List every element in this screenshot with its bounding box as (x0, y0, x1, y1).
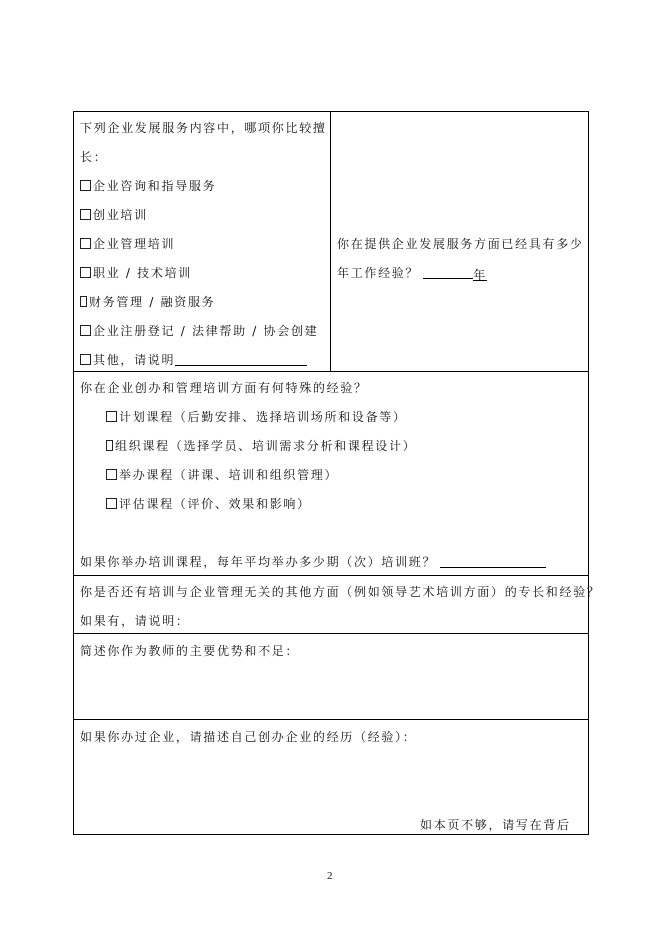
checkbox-icon[interactable] (106, 498, 117, 509)
checkbox-icon[interactable] (106, 469, 117, 480)
option-label: 其他，请说明 (93, 353, 176, 367)
option-checkbox[interactable] (80, 353, 307, 367)
years-question: 你在提供企业发展服务方面已经具有多少 (337, 237, 584, 251)
option-label: 举办课程（讲课、培训和组织管理） (119, 468, 339, 482)
other-input-blank[interactable] (175, 353, 307, 366)
years-question-line2 (337, 266, 487, 281)
question-text: 如果你办过企业，请描述自己创办企业的经历（经验）： (80, 730, 417, 744)
option-checkbox[interactable] (106, 497, 311, 511)
checkbox-icon[interactable] (80, 267, 91, 278)
option-label: 财务管理 / 融资服务 (89, 295, 216, 309)
option-checkbox[interactable] (80, 324, 318, 338)
question-text: 简述你作为教师的主要优势和不足： (80, 644, 300, 658)
option-checkbox[interactable] (80, 208, 148, 222)
checkbox-icon[interactable] (106, 411, 117, 422)
option-checkbox[interactable] (106, 468, 338, 482)
checkbox-icon[interactable] (80, 180, 91, 191)
checkbox-icon[interactable] (80, 354, 91, 365)
checkbox-icon[interactable] (106, 440, 113, 451)
option-checkbox[interactable] (80, 266, 192, 280)
row-divider (73, 719, 589, 720)
checkbox-icon[interactable] (80, 296, 87, 307)
option-label: 企业咨询和指导服务 (93, 179, 217, 193)
followup-text: 如果有，请说明： (80, 614, 190, 628)
question-text: 下列企业发展服务内容中，哪项你比较擅 (80, 121, 327, 135)
table-border (588, 111, 589, 835)
frequency-input-blank[interactable] (440, 555, 546, 568)
question-text: 长： (80, 150, 108, 164)
option-label: 计划课程（后勤安排、选择培训场所和设备等） (119, 410, 407, 424)
option-label: 企业注册登记 / 法律帮助 / 协会创建 (93, 324, 319, 338)
row-divider (73, 575, 589, 576)
checkbox-icon[interactable] (80, 238, 91, 249)
option-label: 评估课程（评价、效果和影响） (119, 497, 311, 511)
option-checkbox[interactable] (106, 410, 407, 424)
option-checkbox[interactable] (80, 295, 215, 309)
frequency-label: 如果你举办培训课程，每年平均举办多少期（次）培训班？ (80, 555, 437, 569)
column-divider (330, 111, 331, 371)
page-number: 2 (327, 870, 335, 882)
option-checkbox[interactable] (80, 237, 175, 251)
overflow-note: 如本页不够，请写在背后 (420, 818, 571, 832)
table-border (73, 111, 589, 112)
question-text: 你是否还有培训与企业管理无关的其他方面（例如领导艺术培训方面）的专长和经验？ (80, 585, 601, 599)
frequency-question (80, 555, 546, 569)
years-input-blank[interactable] (423, 266, 473, 279)
table-border (73, 111, 74, 835)
table-border (73, 834, 589, 835)
question-text: 你在企业创办和管理培训方面有何特殊的经验？ (80, 381, 368, 395)
option-label: 职业 / 技术培训 (93, 266, 192, 280)
years-unit: 年 (473, 268, 487, 282)
years-label: 年工作经验？ (337, 266, 420, 280)
checkbox-icon[interactable] (80, 325, 91, 336)
option-label: 组织课程（选择学员、培训需求分析和课程设计） (115, 439, 417, 453)
checkbox-icon[interactable] (80, 209, 91, 220)
row-divider (73, 371, 589, 372)
option-label: 企业管理培训 (93, 237, 176, 251)
option-checkbox[interactable] (106, 439, 416, 453)
row-divider (73, 633, 589, 634)
option-checkbox[interactable] (80, 179, 216, 193)
option-label: 创业培训 (93, 208, 148, 222)
